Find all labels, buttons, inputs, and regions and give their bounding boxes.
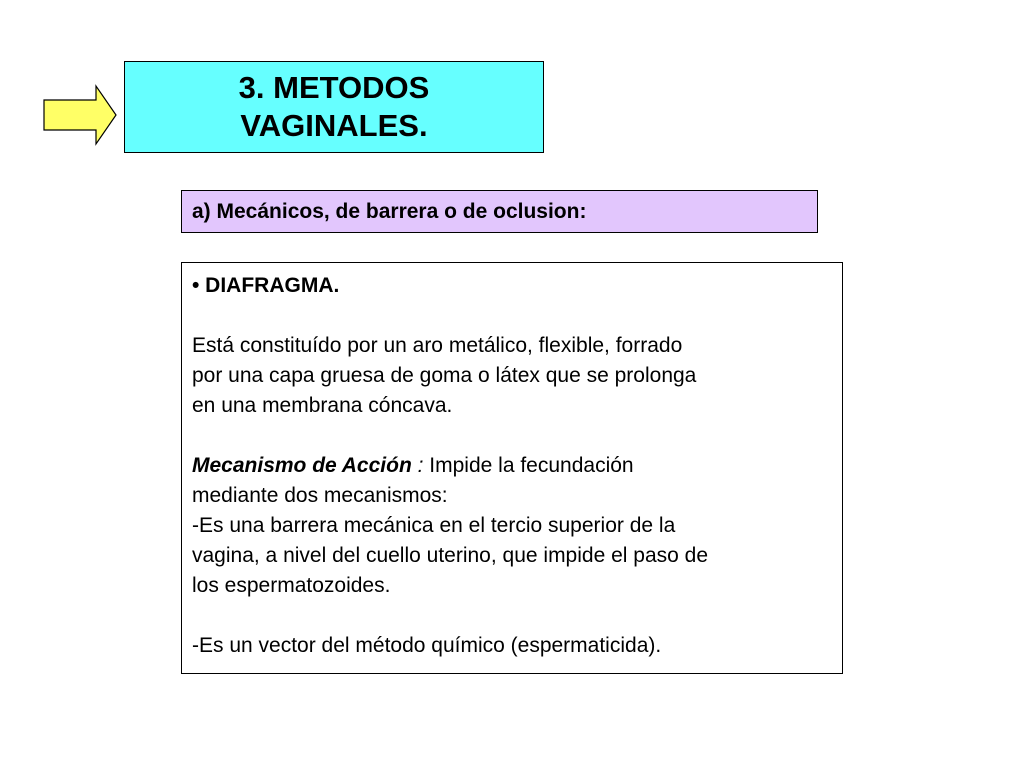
paragraph1-line: en una membrana cóncava. [192, 394, 453, 417]
paragraph2-line: -Es una barrera mecánica en el tercio superior de la [192, 514, 676, 537]
paragraph2-line: mediante dos mecanismos: [192, 484, 448, 507]
paragraph3-line: -Es un vector del método químico (espermaticida). [192, 634, 662, 657]
mechanism-colon: : [411, 454, 424, 477]
subtitle-text: a) Mecánicos, de barrera o de oclusion: [192, 200, 587, 223]
spacer [192, 421, 832, 451]
mechanism-text: Impide la fecundación [423, 454, 634, 477]
paragraph1-line: Está constituído por un aro metálico, flexible, forrado [192, 334, 683, 357]
title-line-1: 3. METODOS [238, 70, 430, 105]
spacer [192, 301, 832, 331]
paragraph1-line: por una capa gruesa de goma o látex que se prolonga [192, 364, 697, 387]
content-box [181, 262, 843, 674]
title-line-2: VAGINALES. [240, 108, 428, 143]
subtitle-box [181, 190, 818, 233]
spacer [192, 601, 832, 631]
paragraph2-line: vagina, a nivel del cuello uterino, que impide el paso de [192, 544, 709, 567]
mechanism-line [192, 451, 832, 481]
title-box [124, 61, 544, 153]
mechanism-label: Mecanismo de Acción [192, 454, 412, 477]
paragraph2-line: los espermatozoides. [192, 574, 391, 597]
right-arrow-icon [42, 84, 118, 146]
content-heading: • DIAFRAGMA. [192, 274, 340, 297]
